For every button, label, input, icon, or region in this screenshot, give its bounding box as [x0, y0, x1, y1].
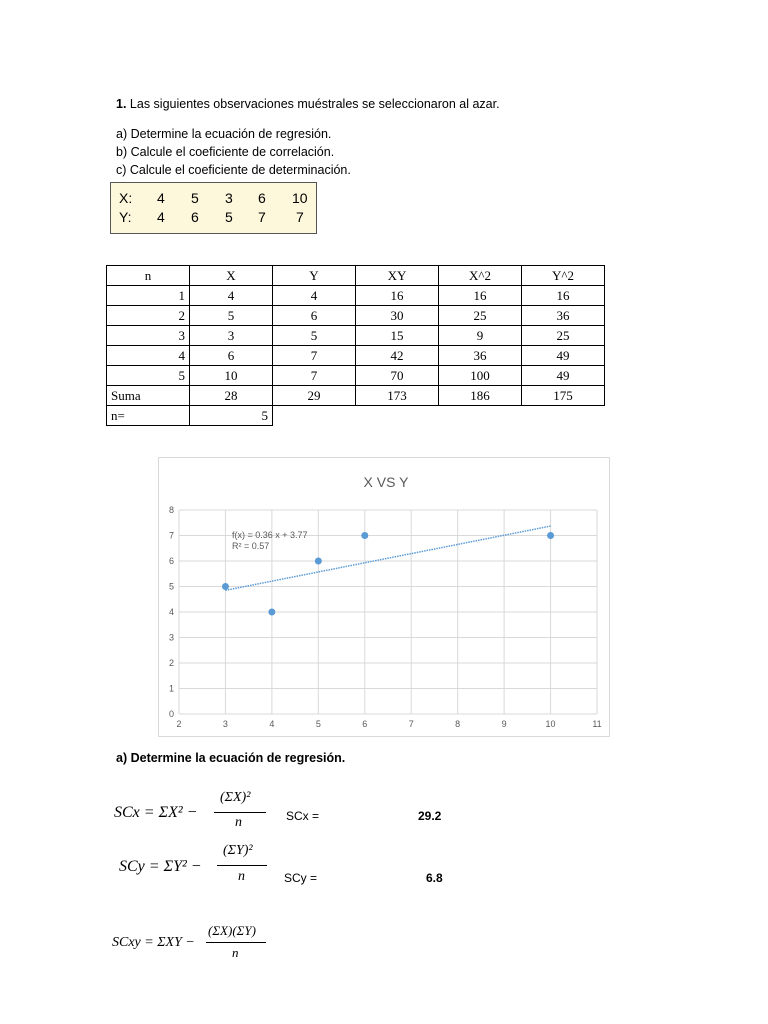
header-y: Y: [273, 266, 356, 286]
x-value: 10: [292, 190, 308, 206]
x-value: 3: [225, 190, 233, 206]
data-point: [222, 583, 229, 590]
row-index: 5: [107, 366, 190, 386]
cell-x: 6: [190, 346, 273, 366]
blank-cell: [522, 406, 605, 426]
row-index: 3: [107, 326, 190, 346]
x-tick-label: 9: [501, 719, 507, 729]
fraction-bar: [214, 812, 266, 813]
cell-y2: 16: [522, 286, 605, 306]
header-x: X: [190, 266, 273, 286]
sum-xy: 173: [356, 386, 439, 406]
trendline-equation: f(x) = 0.36 x + 3.77: [232, 530, 308, 540]
cell-x2: 9: [439, 326, 522, 346]
scy-formula-lhs: SCy = ΣY² −: [119, 858, 202, 875]
r-squared-label: R² = 0.57: [232, 541, 270, 551]
y-row-label: Y:: [119, 209, 132, 225]
scx-formula: [114, 790, 294, 836]
cell-x2: 25: [439, 306, 522, 326]
cell-y: 5: [273, 326, 356, 346]
cell-y2: 25: [522, 326, 605, 346]
cell-x: 3: [190, 326, 273, 346]
scy-value: 6.8: [426, 871, 443, 885]
cell-xy: 70: [356, 366, 439, 386]
y-value: 5: [225, 209, 233, 225]
row-index: 4: [107, 346, 190, 366]
sum-x2: 186: [439, 386, 522, 406]
scx-value: 29.2: [418, 809, 442, 823]
cell-y2: 36: [522, 306, 605, 326]
x-tick-label: 6: [362, 719, 368, 729]
chart-svg: [159, 458, 609, 736]
header-x2: X^2: [439, 266, 522, 286]
scx-formula-lhs: SCx = ΣX² −: [114, 804, 198, 821]
x-tick-label: 10: [545, 719, 556, 729]
y-tick-label: 4: [168, 607, 174, 617]
scx-formula-denominator: n: [235, 815, 242, 830]
scxy-formula-lhs: SCxy = ΣXY −: [112, 935, 195, 950]
problem-number: 1.: [116, 97, 127, 111]
header-n: n: [107, 266, 190, 286]
table-row: [107, 326, 605, 346]
row-index: 1: [107, 286, 190, 306]
data-point: [315, 558, 322, 565]
header-y2: Y^2: [522, 266, 605, 286]
row-index: 2: [107, 306, 190, 326]
table-row: [107, 366, 605, 386]
blank-cell: [439, 406, 522, 426]
scy-formula-denominator: n: [238, 869, 245, 884]
y-tick-label: 3: [168, 632, 174, 643]
n-row: [107, 406, 605, 426]
table-row: [107, 306, 605, 326]
data-point: [268, 609, 275, 616]
scxy-formula-numerator: (ΣX)(ΣY): [208, 923, 256, 938]
scy-formula-numerator: (ΣY)²: [223, 843, 253, 858]
y-tick-label: 0: [168, 709, 174, 719]
sum-y2: 175: [522, 386, 605, 406]
scxy-formula: [112, 923, 282, 967]
cell-xy: 42: [356, 346, 439, 366]
data-point: [547, 532, 554, 539]
y-tick-label: 8: [168, 505, 174, 515]
cell-x: 4: [190, 286, 273, 306]
sum-y: 29: [273, 386, 356, 406]
n-value: 5: [190, 406, 273, 426]
x-value: 4: [157, 190, 165, 206]
y-tick-label: 6: [168, 556, 174, 566]
problem-statement: [116, 97, 500, 111]
fraction-bar: [206, 942, 266, 943]
x-tick-label: 2: [176, 719, 182, 729]
header-xy: XY: [356, 266, 439, 286]
part-c-text: c) Calcule el coeficiente de determinación.: [116, 163, 351, 177]
table-header-row: [107, 266, 605, 286]
n-label: n=: [107, 406, 190, 426]
cell-xy: 16: [356, 286, 439, 306]
cell-xy: 30: [356, 306, 439, 326]
data-point: [361, 532, 368, 539]
cell-y2: 49: [522, 346, 605, 366]
y-value: 7: [296, 209, 304, 225]
x-tick-label: 8: [455, 719, 461, 729]
blank-cell: [273, 406, 356, 426]
cell-y2: 49: [522, 366, 605, 386]
part-a-text: a) Determine la ecuación de regresión.: [116, 127, 332, 141]
sum-x: 28: [190, 386, 273, 406]
scy-formula: [119, 843, 299, 889]
x-value: 5: [191, 190, 199, 206]
y-value: 6: [191, 209, 199, 225]
y-value: 4: [157, 209, 165, 225]
problem-text: Las siguientes observaciones muéstrales se seleccionaron al azar.: [129, 97, 500, 111]
table-row: [107, 286, 605, 306]
cell-y: 7: [273, 366, 356, 386]
sums-table: [106, 265, 605, 426]
x-tick-label: 7: [408, 719, 414, 729]
cell-y: 6: [273, 306, 356, 326]
cell-x2: 16: [439, 286, 522, 306]
x-tick-label: 3: [222, 719, 228, 729]
cell-x2: 100: [439, 366, 522, 386]
sum-label: Suma: [107, 386, 190, 406]
sum-row: [107, 386, 605, 406]
scatter-chart: [158, 457, 610, 737]
scx-label: SCx =: [286, 809, 320, 823]
scy-label: SCy =: [284, 871, 318, 885]
cell-x: 5: [190, 306, 273, 326]
section-a-heading: a) Determine la ecuación de regresión.: [116, 751, 346, 765]
cell-y: 7: [273, 346, 356, 366]
cell-x2: 36: [439, 346, 522, 366]
x-tick-label: 11: [592, 719, 602, 729]
cell-x: 10: [190, 366, 273, 386]
fraction-bar: [217, 865, 267, 866]
y-tick-label: 2: [168, 658, 174, 668]
table-row: [107, 346, 605, 366]
scxy-formula-denominator: n: [232, 945, 239, 960]
cell-xy: 15: [356, 326, 439, 346]
y-tick-label: 5: [168, 581, 174, 592]
x-value: 6: [258, 190, 266, 206]
observations-box: [110, 182, 317, 234]
x-tick-label: 4: [269, 719, 275, 729]
part-b-text: b) Calcule el coeficiente de correlación.: [116, 145, 335, 159]
scx-formula-numerator: (ΣX)²: [220, 790, 251, 805]
y-tick-label: 7: [168, 530, 174, 541]
chart-title: X VS Y: [363, 474, 409, 490]
blank-cell: [356, 406, 439, 426]
y-value: 7: [258, 209, 266, 225]
x-row-label: X:: [119, 190, 133, 206]
y-tick-label: 1: [168, 683, 174, 694]
x-tick-label: 5: [315, 719, 321, 729]
cell-y: 4: [273, 286, 356, 306]
